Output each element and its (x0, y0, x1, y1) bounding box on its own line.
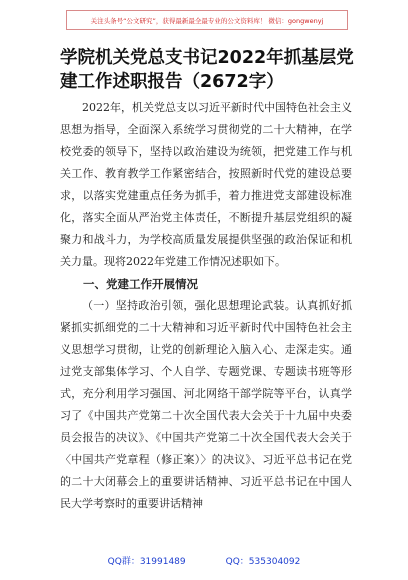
banner-text: 关注头条号“公文研究”，获得最新最全最专业的公文资料库！ 微信：gongwenyj (90, 16, 324, 25)
section-heading: 一、党建工作开展情况 (83, 277, 198, 291)
footer (0, 554, 408, 567)
body-paragraph: （一）坚持政治引领，强化思想理论武装。认真抓好抓紧抓实抓细党的二十大精神和习近平新时代中国特色社会主义思想学习贯彻，让党的创新理论入脑入心、走深走实。通过党支部集体学习、个人自学、专题党课、专题读书班等形式，充分利用学习强国、河北网络干部学院等平台，认真学习了《中国共产党第二十次全国代表大会关于十九届中央委员会报告的决议》、《中国共产党第二十次全国代表大会关于〈中国共产党章程（修正案）〉的决议》、习近平总书记在党的二十大闭幕会上的重要讲话精神、习近平总书记在中国人民大学考察时的重要讲话精神 (60, 299, 352, 510)
document-title: 学院机关党总支书记2022年抓基层党建工作述职报告（2672字） (60, 48, 354, 92)
document-body (60, 97, 352, 515)
footer-qq: QQ：535304092 (225, 557, 301, 567)
header-banner (66, 10, 348, 30)
footer-qq-group: QQ群：31991489 (107, 557, 186, 567)
body-paragraph: 2022年，机关党总支以习近平新时代中国特色社会主义思想为指导，全面深入系统学习贯彻党的二十大精神，在学校党委的领导下，坚持以政治建设为统领，把党建工作与机关工作、教育教学工作紧密结合，按照新时代党的建设总要求，以落实党建重点任务为抓手，着力推进党支部建设标准化，落实全面从严治党主体责任，不断提升基层党组织的凝聚力和战斗力，为学校高质量发展提供坚强的政治保证和机关力量。现将2022年党建工作情况述职如下。 (60, 101, 352, 268)
